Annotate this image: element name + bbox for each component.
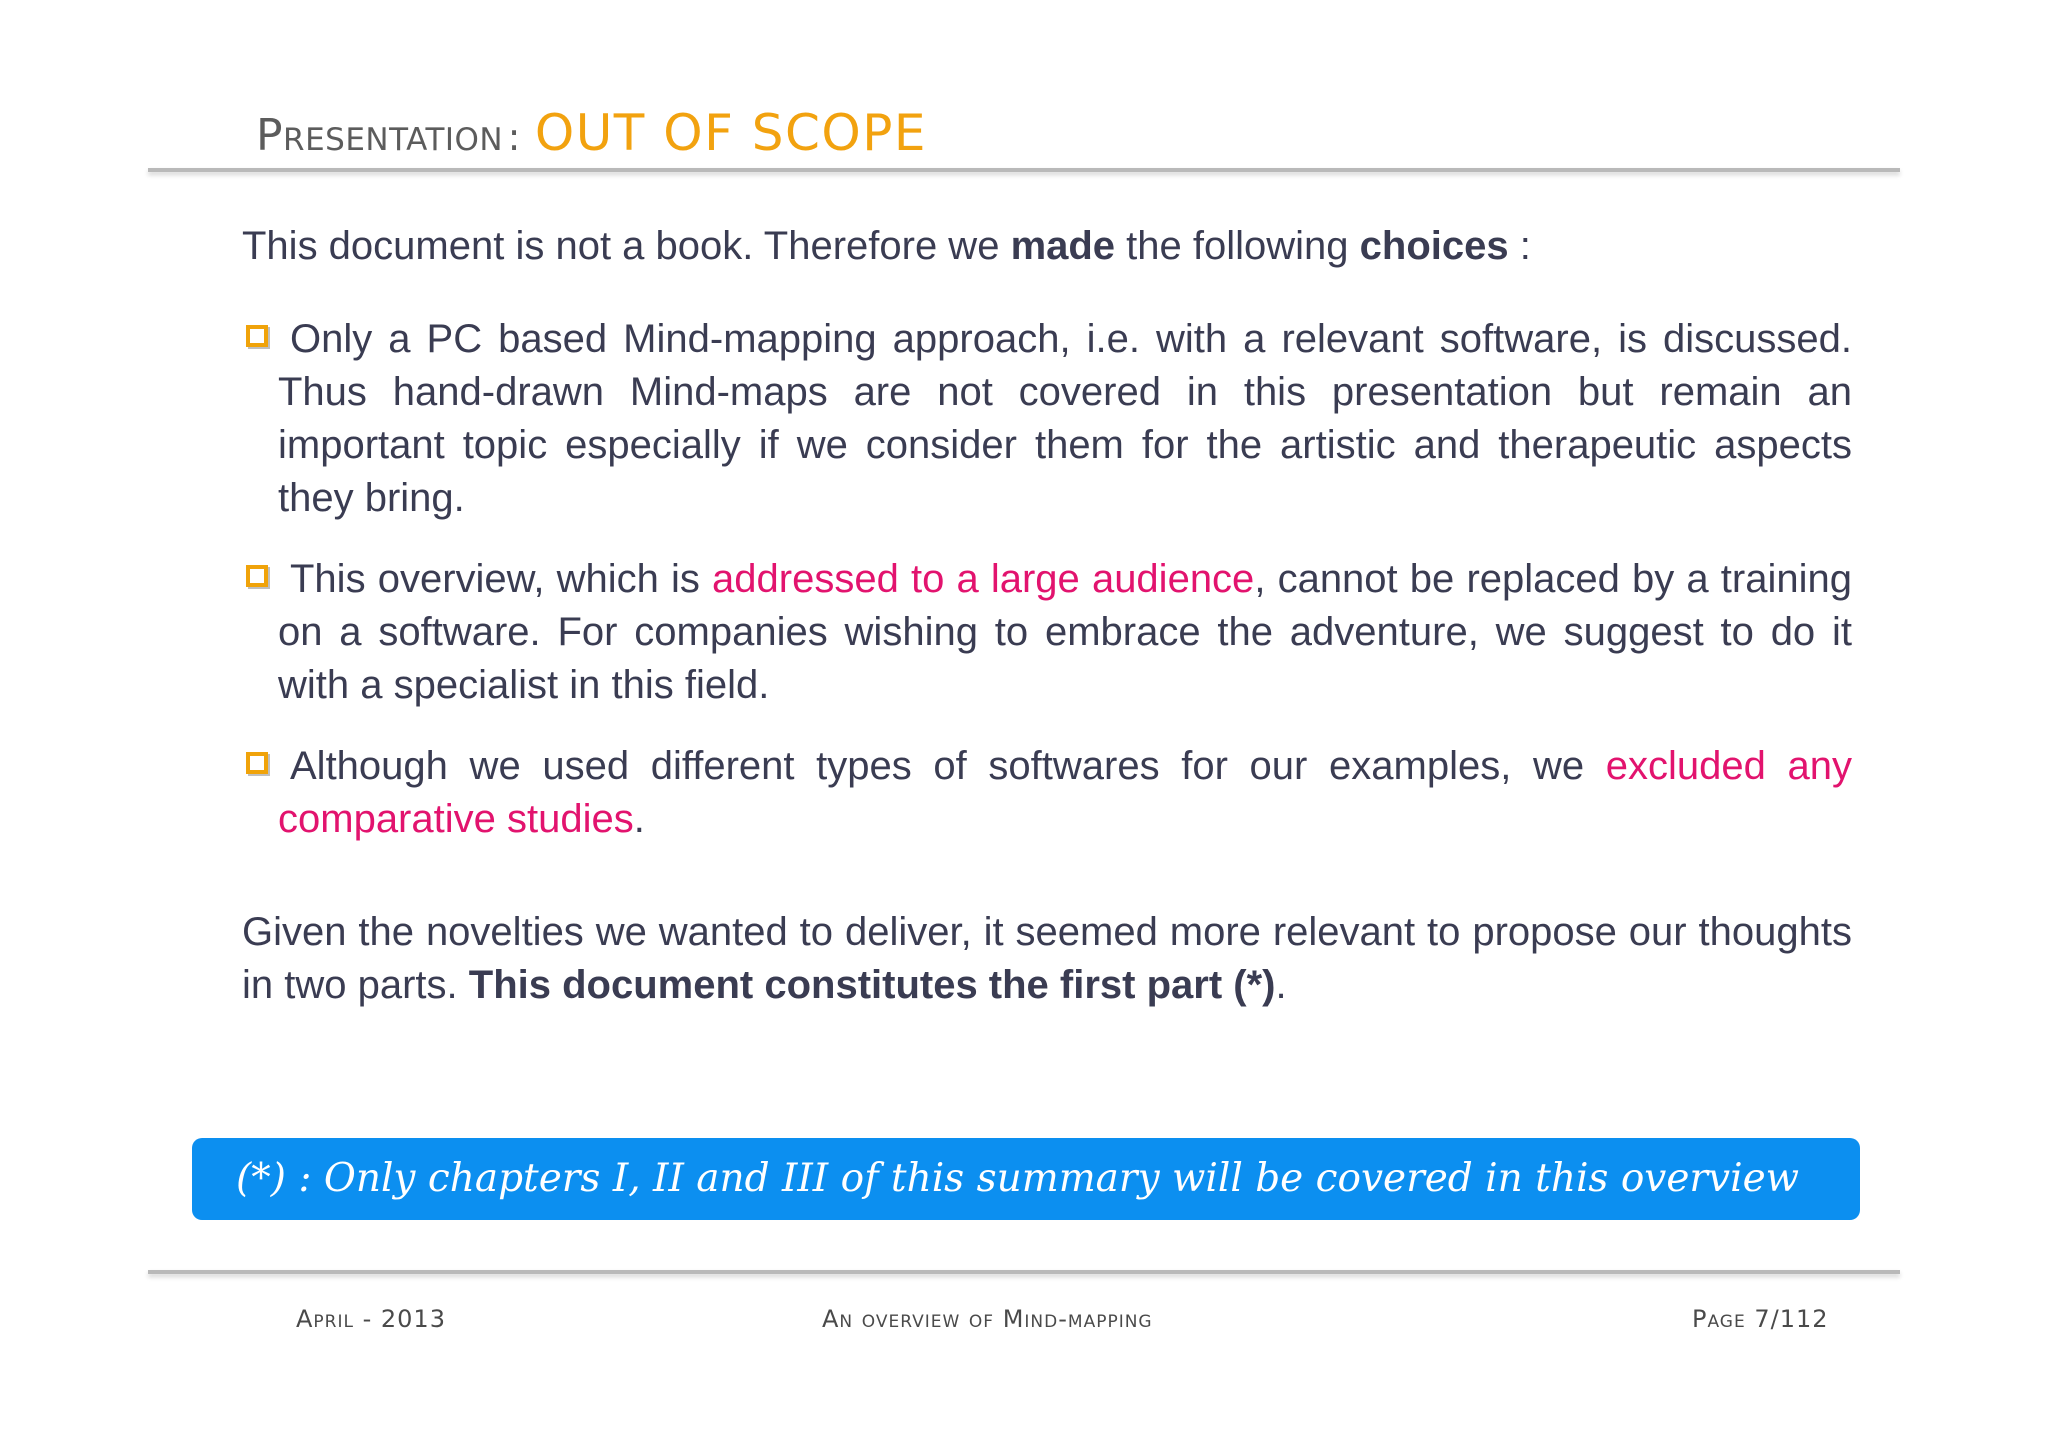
bullet-item-pc-approach (242, 313, 1852, 525)
bullet-text: This overview, which is (290, 557, 713, 601)
footer-doc-title: An overview of Mind-mapping (822, 1305, 1153, 1333)
footer-page-number: Page 7/112 (1692, 1305, 1829, 1333)
closing-end: . (1275, 963, 1287, 1007)
checkbox-square-icon (246, 752, 268, 774)
bullet-text: Only a PC based Mind-mapping approach, i.e. with a relevant software, is discussed. Thus hand-drawn Mind-maps are not covered in this presentation but remain an important topic especially if we consider them for the artistic and therapeutic aspects they bring. (278, 317, 1852, 520)
intro-text-2: the following (1115, 224, 1360, 268)
title-main: OUT OF SCOPE (534, 104, 927, 162)
checkbox-square-icon (246, 565, 268, 587)
bullet-text: Although we used different types of softwares for our examples, we (290, 744, 1606, 788)
closing-text: Given the novelties we wanted to deliver, it seemed more relevant to propose our thoughts in two parts. (242, 910, 1852, 1007)
bullet-text: . (633, 797, 645, 841)
main-content (242, 220, 1852, 1012)
intro-text-1: This document is not a book. Therefore we (242, 224, 1011, 268)
closing-paragraph (242, 906, 1852, 1012)
closing-bold: This document constitutes the first part (*) (468, 963, 1276, 1007)
intro-paragraph (242, 220, 1852, 273)
checkbox-square-icon (246, 325, 268, 347)
title-prefix: Presentation (256, 110, 504, 161)
bullet-highlight: addressed to a large audience (712, 557, 1255, 601)
intro-text-3: : (1508, 224, 1531, 268)
bullet-item-audience (242, 553, 1852, 712)
intro-bold-made: made (1010, 224, 1116, 268)
bullet-highlight: excluded any comparative studies (278, 744, 1852, 841)
bullet-text: , cannot be replaced by a training on a software. For companies wishing to embrace the adventure, we suggest to do it with a specialist in this field. (278, 557, 1852, 707)
header-divider (148, 168, 1900, 172)
footnote-banner: (*) : Only chapters I, II and III of this summary will be covered in this overview (192, 1138, 1860, 1220)
page-title (256, 104, 927, 164)
footer-divider (148, 1270, 1900, 1274)
footer-date: April - 2013 (296, 1305, 446, 1333)
bullet-item-comparative (242, 740, 1852, 846)
intro-bold-choices: choices (1359, 224, 1509, 268)
title-separator: : (507, 115, 521, 159)
